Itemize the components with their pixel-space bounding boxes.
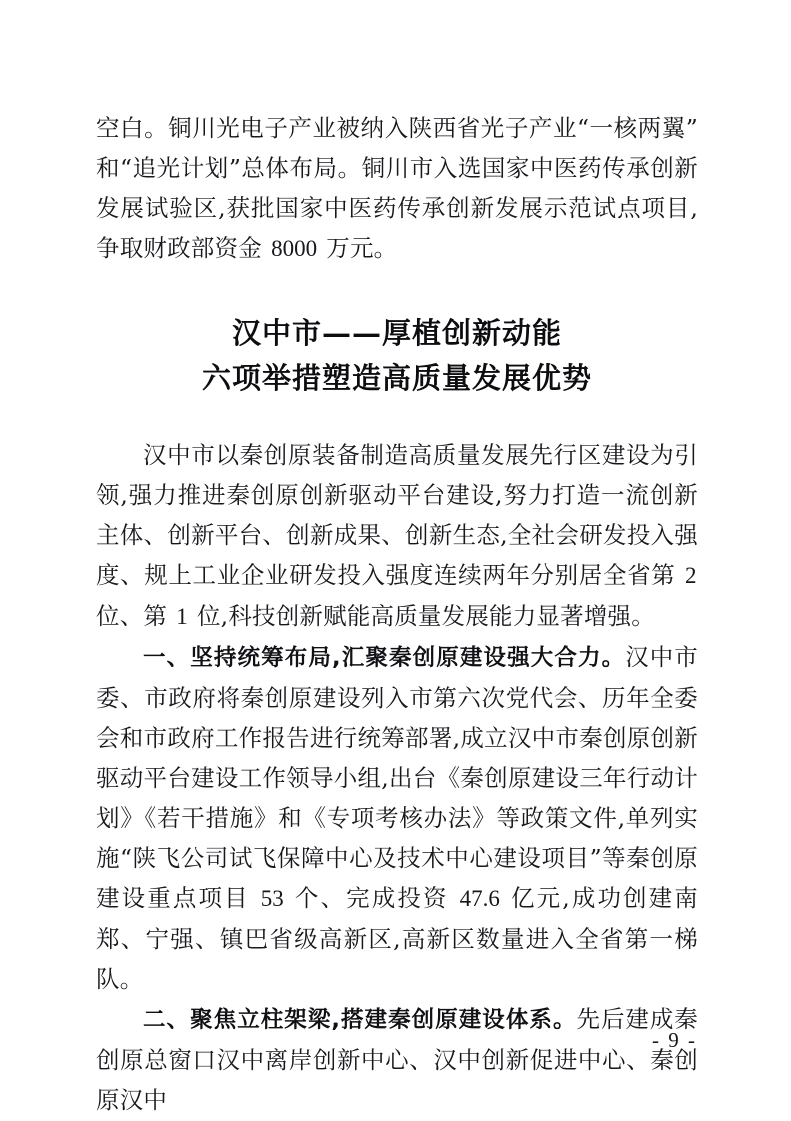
document-content <box>96 108 698 1120</box>
section-2-heading: 二、聚焦立柱架梁,搭建秦创原建设体系。 <box>143 1007 577 1033</box>
title-spacer-bottom <box>96 401 698 435</box>
body-section-1 <box>96 637 698 999</box>
page-title-line-2: 六项举措塑造高质量发展优势 <box>201 361 592 395</box>
section-1-text: 汉中市委、市政府将秦创原建设列入市第六次党代会、历年全委会和市政府工作报告进行统筹部署,成立汉中市秦创原创新驱动平台建设工作领导小组,出台《秦创原建设三年行动计划》《若干措施》和《专项考核办法》等政策文件,单列实施“陕飞公司试飞保障中心及技术中心建设项目”等秦创原建设重点项目 53 个、完成投资 47.6 亿元,成功创建南郑、宁强、镇巴省级高新区,高新区数量进入全省第一梯队。 <box>96 643 698 993</box>
continuation-paragraph: 空白。铜川光电子产业被纳入陕西省光子产业“一核两翼”和“追光计划”总体布局。铜川市入选国家中医药传承创新发展试验区,获批国家中医药传承创新发展示范试点项目,争取财政部资金 8000 万元。 <box>96 114 698 262</box>
inline-numeral: 1 <box>176 604 188 629</box>
page-number: - 9 - <box>652 1028 697 1052</box>
section-2-text: 先后建成秦创原总窗口汉中离岸创新中心、汉中创新促进中心、秦创原汉中 <box>96 1005 698 1114</box>
inline-numeral: 2 <box>685 563 697 588</box>
body-paragraph-1: 汉中市以秦创原装备制造高质量发展先行区建设为引领,强力推进秦创原创新驱动平台建设,努力打造一流创新主体、创新平台、创新成果、创新生态,全社会研发投入强度、规上工业企业研发投入强度连续两年分别居全省第 2 位、第 1 位,科技创新赋能高质量发展能力显著增强。 <box>96 441 698 630</box>
page-title-line-1: 汉中市——厚植创新动能 <box>231 316 562 350</box>
inline-numeral: 47.6 <box>459 886 500 911</box>
page-title <box>96 311 698 401</box>
inline-numeral: 53 <box>260 886 284 911</box>
inline-numeral: 8000 <box>271 236 318 261</box>
section-1-heading: 一、坚持统筹布局,汇聚秦创原建设强大合力。 <box>143 645 626 671</box>
title-spacer-top <box>96 269 698 311</box>
body-section-2 <box>96 999 698 1120</box>
